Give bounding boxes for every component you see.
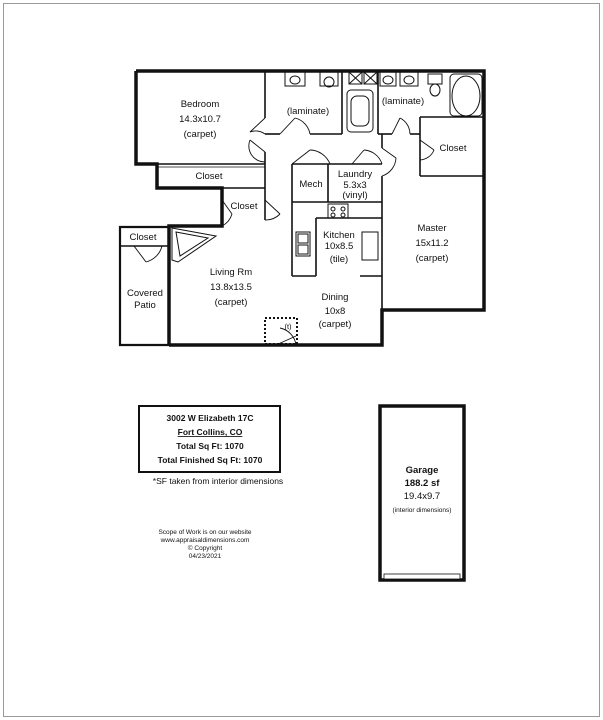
credits-line3: © Copyright — [187, 545, 223, 552]
kitchen-size: 10x8.5 — [324, 241, 354, 252]
master-floor: (carpet) — [415, 253, 449, 264]
mech-label: Mech — [299, 179, 323, 190]
info-total-finished: Total Finished Sq Ft: 1070 — [157, 455, 263, 465]
living-size: 13.8x13.5 — [210, 282, 252, 293]
bedroom-size: 14.3x10.7 — [179, 114, 221, 125]
patio-name2: Patio — [134, 300, 156, 311]
garage-area: 188.2 sf — [404, 478, 440, 489]
dining-size: 10x8 — [324, 306, 346, 317]
garage-note: (interior dimensions) — [392, 507, 452, 514]
bath-right-floor: (laminate) — [381, 96, 425, 107]
closet-bed-label: Closet — [195, 171, 223, 182]
master-name: Master — [417, 223, 447, 234]
credits-line1: Scope of Work is on our website — [158, 529, 252, 536]
dining-name: Dining — [321, 292, 349, 303]
garage-name: Garage — [405, 465, 439, 476]
bedroom-name: Bedroom — [180, 99, 220, 110]
patio-name: Covered — [127, 288, 163, 299]
master-size: 15x11.2 — [415, 238, 449, 249]
closet-hall-label: Closet — [230, 201, 258, 212]
room-labels — [127, 96, 467, 331]
laundry-size: 5.3x3 — [343, 180, 367, 191]
kitchen-name: Kitchen — [323, 230, 355, 241]
kitchen-floor: (tile) — [329, 254, 349, 265]
credits — [158, 529, 251, 560]
laundry-floor: (vinyl) — [342, 190, 368, 201]
living-name: Living Rm — [209, 267, 253, 278]
info-city: Fort Collins, CO — [177, 427, 243, 437]
garage — [380, 406, 464, 580]
bedroom-floor: (carpet) — [183, 129, 217, 140]
living-floor: (carpet) — [214, 297, 248, 308]
info-total-sqft: Total Sq Ft: 1070 — [176, 441, 244, 451]
info-box — [139, 406, 280, 472]
bath-left-floor: (laminate) — [286, 106, 330, 117]
closet-patio-label: Closet — [129, 232, 157, 243]
laundry-name: Laundry — [337, 169, 373, 180]
credits-line2: www.appraisaldimensions.com — [160, 537, 250, 544]
sf-note: *SF taken from interior dimensions — [152, 476, 284, 486]
entry-mark: (t) — [284, 322, 292, 331]
garage-size: 19.4x9.7 — [403, 491, 441, 502]
dining-floor: (carpet) — [318, 319, 352, 330]
credits-line4: 04/23/2021 — [188, 553, 222, 560]
info-address: 3002 W Elizabeth 17C — [166, 413, 254, 423]
entry-threshold — [265, 318, 297, 344]
closet-master-label: Closet — [439, 143, 467, 154]
